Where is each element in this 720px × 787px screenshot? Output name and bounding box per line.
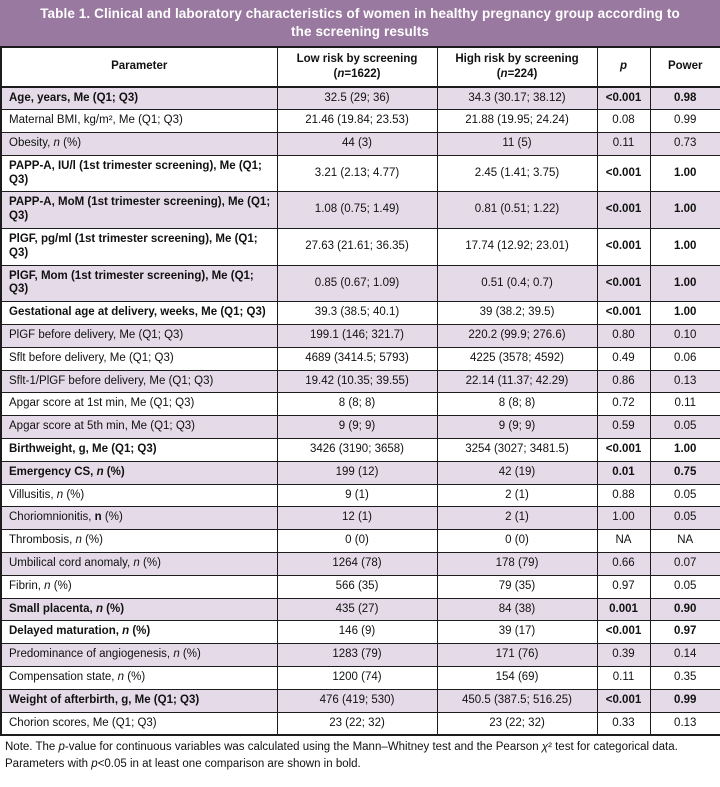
high-risk-cell: 84 (38) xyxy=(437,598,597,621)
table-row xyxy=(1,133,720,156)
p-value-cell: 0.66 xyxy=(597,553,650,576)
power-cell: 0.14 xyxy=(650,644,720,667)
table-row xyxy=(1,370,720,393)
power-cell: 0.05 xyxy=(650,507,720,530)
high-risk-cell: 17.74 (12.92; 23.01) xyxy=(437,229,597,266)
low-risk-cell: 27.63 (21.61; 36.35) xyxy=(277,229,437,266)
power-cell: 0.06 xyxy=(650,347,720,370)
low-risk-cell: 32.5 (29; 36) xyxy=(277,87,437,110)
p-value-cell: 1.00 xyxy=(597,507,650,530)
p-value-cell: 0.001 xyxy=(597,598,650,621)
power-cell: 1.00 xyxy=(650,439,720,462)
clinical-table xyxy=(0,46,720,737)
table-row xyxy=(1,265,720,302)
high-risk-cell: 8 (8; 8) xyxy=(437,393,597,416)
param-cell: PAPP-A, MoM (1st trimester screening), Me (Q1; Q3) xyxy=(1,192,277,229)
low-risk-cell: 1264 (78) xyxy=(277,553,437,576)
high-risk-cell: 0.51 (0.4; 0.7) xyxy=(437,265,597,302)
low-risk-cell: 3426 (3190; 3658) xyxy=(277,439,437,462)
param-cell: Weight of afterbirth, g, Me (Q1; Q3) xyxy=(1,689,277,712)
table-row xyxy=(1,439,720,462)
low-risk-cell: 9 (9; 9) xyxy=(277,416,437,439)
table-row xyxy=(1,575,720,598)
table-row xyxy=(1,347,720,370)
table-row xyxy=(1,484,720,507)
power-cell: 0.35 xyxy=(650,667,720,690)
param-cell: Age, years, Me (Q1; Q3) xyxy=(1,87,277,110)
table-row xyxy=(1,598,720,621)
power-cell: 0.99 xyxy=(650,689,720,712)
param-cell: Gestational age at delivery, weeks, Me (Q1; Q3) xyxy=(1,302,277,325)
p-value-cell: <0.001 xyxy=(597,439,650,462)
power-cell: 0.97 xyxy=(650,621,720,644)
high-risk-cell: 154 (69) xyxy=(437,667,597,690)
high-risk-cell: 171 (76) xyxy=(437,644,597,667)
param-cell: Delayed maturation, n (%) xyxy=(1,621,277,644)
high-risk-cell: 0.81 (0.51; 1.22) xyxy=(437,192,597,229)
low-risk-cell: 4689 (3414.5; 5793) xyxy=(277,347,437,370)
high-risk-cell: 0 (0) xyxy=(437,530,597,553)
p-value-cell: 0.59 xyxy=(597,416,650,439)
table-row xyxy=(1,712,720,735)
power-cell: 1.00 xyxy=(650,265,720,302)
power-cell: 0.10 xyxy=(650,325,720,348)
p-value-cell: 0.97 xyxy=(597,575,650,598)
col-header-parameter: Parameter xyxy=(1,47,277,87)
param-cell: PlGF before delivery, Me (Q1; Q3) xyxy=(1,325,277,348)
param-cell: Compensation state, n (%) xyxy=(1,667,277,690)
p-value-cell: 0.49 xyxy=(597,347,650,370)
low-risk-cell: 39.3 (38.5; 40.1) xyxy=(277,302,437,325)
param-cell: Emergency CS, n (%) xyxy=(1,461,277,484)
p-value-cell: <0.001 xyxy=(597,621,650,644)
note-line-2: Parameters with p<0.05 in at least one comparison are shown in bold. xyxy=(5,757,361,770)
table-note xyxy=(0,736,720,775)
high-risk-cell: 34.3 (30.17; 38.12) xyxy=(437,87,597,110)
p-value-cell: <0.001 xyxy=(597,265,650,302)
p-value-cell: 0.88 xyxy=(597,484,650,507)
high-risk-cell: 178 (79) xyxy=(437,553,597,576)
p-value-cell: <0.001 xyxy=(597,192,650,229)
param-cell: Sflt-1/PlGF before delivery, Me (Q1; Q3) xyxy=(1,370,277,393)
param-cell: Predominance of angiogenesis, n (%) xyxy=(1,644,277,667)
table-row xyxy=(1,325,720,348)
p-value-cell: <0.001 xyxy=(597,87,650,110)
p-value-cell: <0.001 xyxy=(597,155,650,192)
high-risk-cell: 2 (1) xyxy=(437,507,597,530)
param-cell: PlGF, Mom (1st trimester screening), Me (Q1; Q3) xyxy=(1,265,277,302)
col-header-power: Power xyxy=(650,47,720,87)
power-cell: 1.00 xyxy=(650,155,720,192)
p-value-cell: NA xyxy=(597,530,650,553)
low-risk-cell: 199.1 (146; 321.7) xyxy=(277,325,437,348)
table-title: Table 1. Clinical and laboratory characteristics of women in healthy pregnancy group according to the screening results xyxy=(0,0,720,46)
power-cell: 0.75 xyxy=(650,461,720,484)
col-header-p-value: p xyxy=(597,47,650,87)
col-header-low-risk: Low risk by screening (n=1622) xyxy=(277,47,437,87)
param-cell: Sflt before delivery, Me (Q1; Q3) xyxy=(1,347,277,370)
table-row xyxy=(1,229,720,266)
low-risk-cell: 566 (35) xyxy=(277,575,437,598)
high-risk-cell: 3254 (3027; 3481.5) xyxy=(437,439,597,462)
param-cell: Obesity, n (%) xyxy=(1,133,277,156)
power-cell: 1.00 xyxy=(650,302,720,325)
param-cell: Maternal BMI, kg/m², Me (Q1; Q3) xyxy=(1,110,277,133)
power-cell: 0.73 xyxy=(650,133,720,156)
table-row xyxy=(1,87,720,110)
table-row xyxy=(1,553,720,576)
p-value-cell: 0.33 xyxy=(597,712,650,735)
low-risk-cell: 476 (419; 530) xyxy=(277,689,437,712)
table-row xyxy=(1,530,720,553)
high-risk-cell: 450.5 (387.5; 516.25) xyxy=(437,689,597,712)
table-row xyxy=(1,192,720,229)
param-cell: Small placenta, n (%) xyxy=(1,598,277,621)
table-row xyxy=(1,110,720,133)
header-row xyxy=(1,47,720,87)
high-risk-cell: 21.88 (19.95; 24.24) xyxy=(437,110,597,133)
power-cell: 0.98 xyxy=(650,87,720,110)
p-value-cell: 0.80 xyxy=(597,325,650,348)
p-value-cell: 0.86 xyxy=(597,370,650,393)
low-risk-cell: 23 (22; 32) xyxy=(277,712,437,735)
table-row xyxy=(1,155,720,192)
low-risk-cell: 21.46 (19.84; 23.53) xyxy=(277,110,437,133)
table-body xyxy=(1,87,720,736)
low-risk-cell: 199 (12) xyxy=(277,461,437,484)
high-risk-cell: 4225 (3578; 4592) xyxy=(437,347,597,370)
note-line-1: Note. The p-value for continuous variables was calculated using the Mann–Whitney test and the Pearson χ² test for categorical data. xyxy=(5,741,678,754)
param-cell: PAPP-A, IU/l (1st trimester screening), Me (Q1; Q3) xyxy=(1,155,277,192)
low-risk-cell: 44 (3) xyxy=(277,133,437,156)
table-row xyxy=(1,507,720,530)
power-cell: 0.07 xyxy=(650,553,720,576)
p-value-cell: <0.001 xyxy=(597,302,650,325)
table-row xyxy=(1,461,720,484)
power-cell: 0.05 xyxy=(650,416,720,439)
high-risk-cell: 2.45 (1.41; 3.75) xyxy=(437,155,597,192)
table-row xyxy=(1,644,720,667)
table-row xyxy=(1,689,720,712)
p-value-cell: <0.001 xyxy=(597,689,650,712)
power-cell: 0.05 xyxy=(650,575,720,598)
param-cell: Birthweight, g, Me (Q1; Q3) xyxy=(1,439,277,462)
p-value-cell: 0.39 xyxy=(597,644,650,667)
high-risk-cell: 22.14 (11.37; 42.29) xyxy=(437,370,597,393)
power-cell: 0.11 xyxy=(650,393,720,416)
param-cell: Villusitis, n (%) xyxy=(1,484,277,507)
param-cell: Chorion scores, Me (Q1; Q3) xyxy=(1,712,277,735)
power-cell: 0.90 xyxy=(650,598,720,621)
power-cell: 0.99 xyxy=(650,110,720,133)
table-row xyxy=(1,302,720,325)
table-row xyxy=(1,393,720,416)
high-risk-cell: 79 (35) xyxy=(437,575,597,598)
col-header-high-risk: High risk by screening (n=224) xyxy=(437,47,597,87)
table-row xyxy=(1,416,720,439)
low-risk-cell: 12 (1) xyxy=(277,507,437,530)
param-cell: Fibrin, n (%) xyxy=(1,575,277,598)
p-value-cell: 0.08 xyxy=(597,110,650,133)
low-risk-cell: 1.08 (0.75; 1.49) xyxy=(277,192,437,229)
low-risk-cell: 0.85 (0.67; 1.09) xyxy=(277,265,437,302)
param-cell: Thrombosis, n (%) xyxy=(1,530,277,553)
low-risk-cell: 3.21 (2.13; 4.77) xyxy=(277,155,437,192)
power-cell: 1.00 xyxy=(650,229,720,266)
param-cell: Choriomnionitis, n (%) xyxy=(1,507,277,530)
param-cell: Umbilical cord anomaly, n (%) xyxy=(1,553,277,576)
low-risk-cell: 19.42 (10.35; 39.55) xyxy=(277,370,437,393)
param-cell: Apgar score at 5th min, Me (Q1; Q3) xyxy=(1,416,277,439)
p-value-cell: 0.11 xyxy=(597,133,650,156)
p-value-cell: 0.72 xyxy=(597,393,650,416)
param-cell: Apgar score at 1st min, Me (Q1; Q3) xyxy=(1,393,277,416)
p-value-cell: 0.11 xyxy=(597,667,650,690)
power-cell: 0.13 xyxy=(650,370,720,393)
high-risk-cell: 39 (38.2; 39.5) xyxy=(437,302,597,325)
low-risk-cell: 435 (27) xyxy=(277,598,437,621)
param-cell: PlGF, pg/ml (1st trimester screening), Me (Q1; Q3) xyxy=(1,229,277,266)
power-cell: 0.13 xyxy=(650,712,720,735)
high-risk-cell: 2 (1) xyxy=(437,484,597,507)
low-risk-cell: 1200 (74) xyxy=(277,667,437,690)
low-risk-cell: 0 (0) xyxy=(277,530,437,553)
high-risk-cell: 220.2 (99.9; 276.6) xyxy=(437,325,597,348)
table-row xyxy=(1,621,720,644)
high-risk-cell: 11 (5) xyxy=(437,133,597,156)
high-risk-cell: 23 (22; 32) xyxy=(437,712,597,735)
power-cell: 0.05 xyxy=(650,484,720,507)
power-cell: NA xyxy=(650,530,720,553)
high-risk-cell: 42 (19) xyxy=(437,461,597,484)
p-value-cell: 0.01 xyxy=(597,461,650,484)
p-value-cell: <0.001 xyxy=(597,229,650,266)
low-risk-cell: 8 (8; 8) xyxy=(277,393,437,416)
table-row xyxy=(1,667,720,690)
high-risk-cell: 39 (17) xyxy=(437,621,597,644)
high-risk-cell: 9 (9; 9) xyxy=(437,416,597,439)
low-risk-cell: 1283 (79) xyxy=(277,644,437,667)
power-cell: 1.00 xyxy=(650,192,720,229)
low-risk-cell: 9 (1) xyxy=(277,484,437,507)
low-risk-cell: 146 (9) xyxy=(277,621,437,644)
